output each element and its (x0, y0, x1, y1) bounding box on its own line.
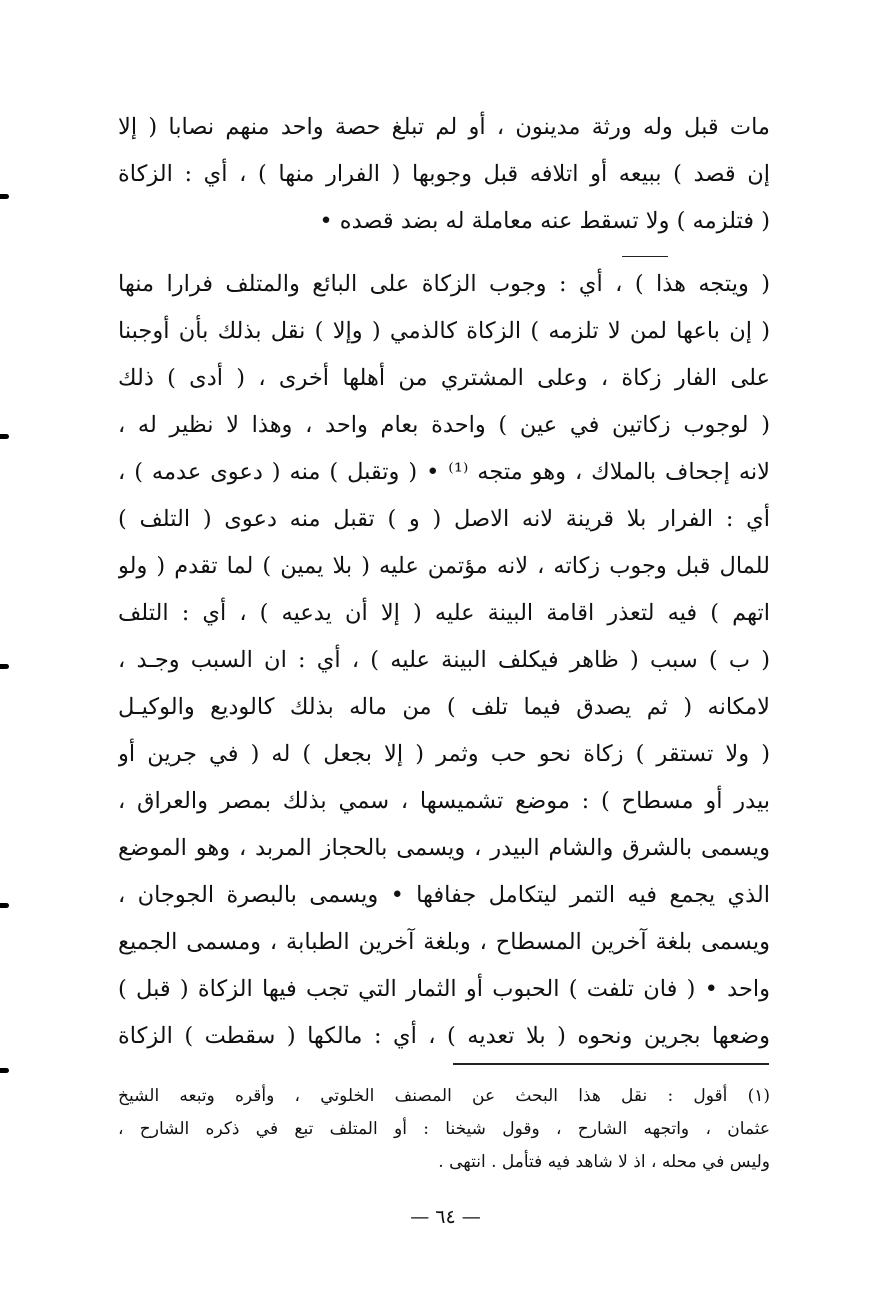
text-line: ويسمى بالشرق والشام البيدر ، ويسمى بالحجاز المربد ، وهو الموضع (118, 835, 770, 861)
text-line: إن قصد ) ببيعه أو اتلافه قبل وجوبها ( الفرار منها ) ، أي : الزكاة (118, 161, 770, 187)
text-line: لانه إجحاف بالملاك ، وهو متجه ⁽¹⁾ • ( وتقبل ) منه ( دعوى عدمه ) ، (118, 459, 770, 485)
footnotes-block (118, 1080, 770, 1179)
text-line: ( ب ) سبب ( ظاهر فيكلف البينة عليه ) ، أي : ان السبب وجـد ، (118, 647, 770, 673)
text-line: ويسمى بلغة آخرين المسطاح ، وبلغة آخرين الطبابة ، ومسمى الجميع (118, 929, 770, 955)
footnote-line: (١) أقول : نقل هذا البحث عن المصنف الخلوتي ، وأقره وتبعه الشيخ (118, 1086, 770, 1106)
footnote-line: وليس في محله ، اذ لا شاهد فيه فتأمل . انتهى . (438, 1152, 770, 1172)
text-line: وضعها بجرين ونحوه ( بلا تعديه ) ، أي : مالكها ( سقطت ) الزكاة (118, 1023, 770, 1049)
text-line: ( فتلزمه ) ولا تسقط عنه معاملة له بضد قصده • (319, 208, 770, 234)
scan-edge-mark (0, 903, 9, 908)
text-line: اتهم ) فيه لتعذر اقامة البينة عليه ( إلا أن يدعيه ) ، أي : التلف (118, 600, 770, 626)
text-line: الذي يجمع فيه التمر ليتكامل جفافها • ويسمى بالبصرة الجوجان ، (118, 882, 770, 908)
page-number: — ٦٤ — (410, 1206, 481, 1228)
paragraph-gap (118, 245, 770, 261)
text-line: بيدر أو مسطاح ) : موضع تشميسها ، سمي بذلك بمصر والعراق ، (118, 788, 770, 814)
main-text-block (118, 104, 770, 1060)
text-line: للمال قبل وجوب زكاته ، لانه مؤتمن عليه ( بلا يمين ) لما تقدم ( ولو (118, 553, 770, 579)
text-line: ( لوجوب زكاتين في عين ) واحدة بعام واحد ، وهذا لا نظير له ، (118, 412, 770, 438)
text-line: مات قبل وله ورثة مدينون ، أو لم تبلغ حصة واحد منهم نصابا ( إلا (118, 114, 770, 140)
text-line: لامكانه ( ثم يصدق فيما تلف ) من ماله بذلك كالوديع والوكيـل (118, 694, 770, 720)
scan-edge-mark (0, 664, 9, 669)
footnote-divider (453, 1063, 769, 1065)
scan-edge-mark (0, 194, 9, 199)
scan-edge-mark (0, 1068, 9, 1073)
text-line: على الفار زكاة ، وعلى المشتري من أهلها أخرى ، ( أدى ) ذلك (118, 365, 770, 391)
overline-mark (622, 256, 668, 257)
text-line: واحد • ( فان تلفت ) الحبوب أو الثمار التي تجب فيها الزكاة ( قبل ) (118, 976, 770, 1002)
text-line: ( إن باعها لمن لا تلزمه ) الزكاة كالذمي ( وإلا ) نقل بذلك بأن أوجبنا (118, 318, 770, 344)
text-line: ( ويتجه هذا ) ، أي : وجوب الزكاة على البائع والمتلف فرارا منها (118, 271, 770, 297)
footnote-line: عثمان ، واتجهه الشارح ، وقول شيخنا : أو المتلف تبع في ذكره الشارح ، (118, 1119, 770, 1139)
scan-edge-mark (0, 434, 9, 439)
text-line: أي : الفرار بلا قرينة لانه الاصل ( و ) تقبل منه دعوى ( التلف ) (118, 506, 770, 532)
text-line: ( ولا تستقر ) زكاة نحو حب وثمر ( إلا بجعل ) له ( في جرين أو (118, 741, 770, 767)
